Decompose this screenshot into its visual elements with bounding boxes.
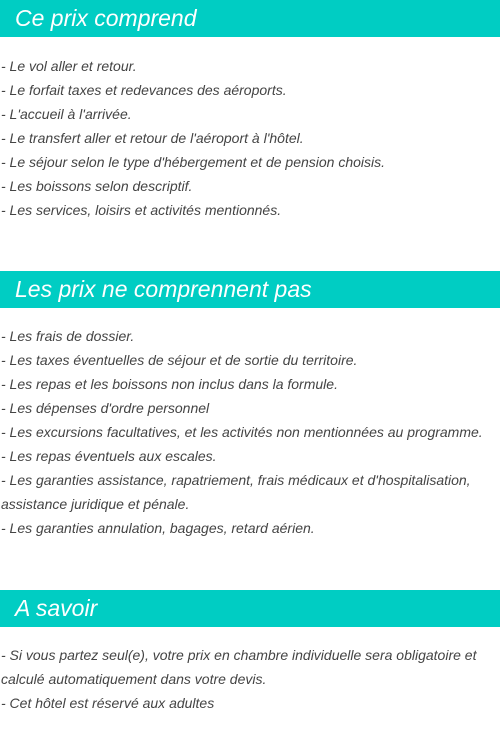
- price-includes-list: [0, 54, 500, 222]
- list-item: - Les repas éventuels aux escales.: [1, 448, 217, 464]
- price-excludes-list: [0, 324, 500, 540]
- list-item: - Les services, loisirs et activités mentionnés.: [1, 202, 282, 218]
- list-item: - Le transfert aller et retour de l'aéroport à l'hôtel.: [1, 130, 304, 146]
- list-item: - Les excursions facultatives, et les activités non mentionnées au programme.: [1, 424, 483, 440]
- list-item: - Les frais de dossier.: [1, 328, 135, 344]
- list-item: - Le forfait taxes et redevances des aéroports.: [1, 82, 287, 98]
- list-item: - L'accueil à l'arrivée.: [1, 106, 132, 122]
- section-title-good-to-know: A savoir: [0, 590, 500, 627]
- list-item: - Les garanties annulation, bagages, retard aérien.: [1, 520, 315, 536]
- list-item: - Les repas et les boissons non inclus dans la formule.: [1, 376, 338, 392]
- list-item: - Le vol aller et retour.: [1, 58, 137, 74]
- list-item: - Le séjour selon le type d'hébergement et de pension choisis.: [1, 154, 386, 170]
- section-good-to-know: [0, 590, 500, 715]
- list-item: - Les taxes éventuelles de séjour et de sortie du territoire.: [1, 352, 358, 368]
- good-to-know-list: [0, 643, 500, 715]
- section-title-price-includes: Ce prix comprend: [0, 0, 500, 37]
- list-item: - Les dépenses d'ordre personnel: [1, 400, 210, 416]
- list-item: - Les boissons selon descriptif.: [1, 178, 193, 194]
- section-price-includes: [0, 0, 500, 222]
- list-item: - Si vous partez seul(e), votre prix en chambre individuelle sera obligatoire et calculé automatiquement dans votre devis.: [1, 647, 477, 687]
- list-item: - Cet hôtel est réservé aux adultes: [1, 695, 215, 711]
- list-item: - Les garanties assistance, rapatriement, frais médicaux et d'hospitalisation, assistance juridique et pénale.: [1, 472, 471, 512]
- section-title-price-excludes: Les prix ne comprennent pas: [0, 271, 500, 308]
- section-price-excludes: [0, 271, 500, 540]
